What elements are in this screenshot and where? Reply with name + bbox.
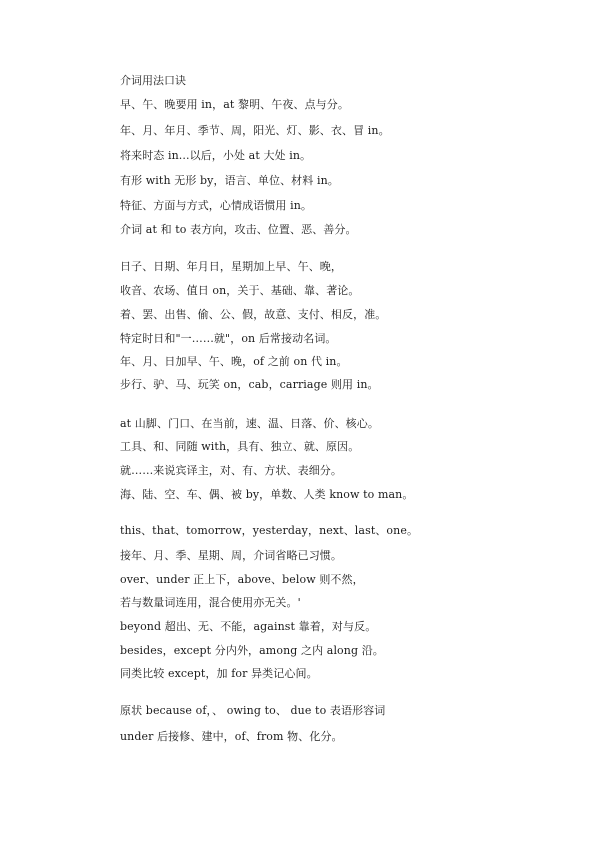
text-line: 收音、农场、值日 on，关于、基础、靠、著论。 xyxy=(120,284,360,297)
text-line: besides，except 分内外，among 之内 along 沿。 xyxy=(120,644,384,657)
text-line: beyond 超出、无、不能，against 靠着，对与反。 xyxy=(120,620,377,633)
text-line: 年、月、日加早、午、晚，of 之前 on 代 in。 xyxy=(120,355,348,368)
text-line: 若与数量词连用，混合使用亦无关。' xyxy=(120,596,301,609)
text-line: 介词 at 和 to 表方向，攻击、位置、恶、善分。 xyxy=(120,223,357,236)
text-line: 工具、和、同随 with，具有、独立、就、原因。 xyxy=(120,440,360,453)
text-line: 特征、方面与方式，心情成语惯用 in。 xyxy=(120,199,312,212)
text-line: 接年、月、季、星期、周，介词省略已习惯。 xyxy=(120,549,342,562)
text-line: 早、午、晚要用 in，at 黎明、午夜、点与分。 xyxy=(120,98,349,111)
text-line: over、under 正上下，above、below 则不然， xyxy=(120,573,364,586)
text-line: this、that、tomorrow，yesterday，next、last、one。 xyxy=(120,524,419,537)
text-line: 年、月、年月、季节、周，阳光、灯、影、衣、冒 in。 xyxy=(120,124,390,137)
text-line: 同类比较 except，加 for 异类记心间。 xyxy=(120,667,318,680)
document-title: 介词用法口诀 xyxy=(120,74,186,87)
text-line: at 山脚、门口、在当前，速、温、日落、价、核心。 xyxy=(120,417,379,430)
text-line: 有形 with 无形 by，语言、单位、材料 in。 xyxy=(120,174,339,187)
text-line: 日子、日期、年月日，星期加上早、午、晚， xyxy=(120,260,342,273)
text-line: under 后接修、建中，of、from 物、化分。 xyxy=(120,730,343,743)
text-line: 就……来说宾译主，对、有、方状、表细分。 xyxy=(120,464,342,477)
text-line: 原状 because of，、 owing to、 due to 表语形容词 xyxy=(120,704,386,717)
text-line: 步行、驴、马、玩笑 on，cab，carriage 则用 in。 xyxy=(120,378,379,391)
text-line: 将来时态 in...以后，小处 at 大处 in。 xyxy=(120,149,312,162)
text-line: 着、罢、出售、偷、公、假，故意、支付、相反，准。 xyxy=(120,308,387,321)
text-line: 特定时日和"一……就"，on 后常接动名词。 xyxy=(120,332,337,345)
text-line: 海、陆、空、车、偶、被 by，单数、人类 know to man。 xyxy=(120,488,414,501)
